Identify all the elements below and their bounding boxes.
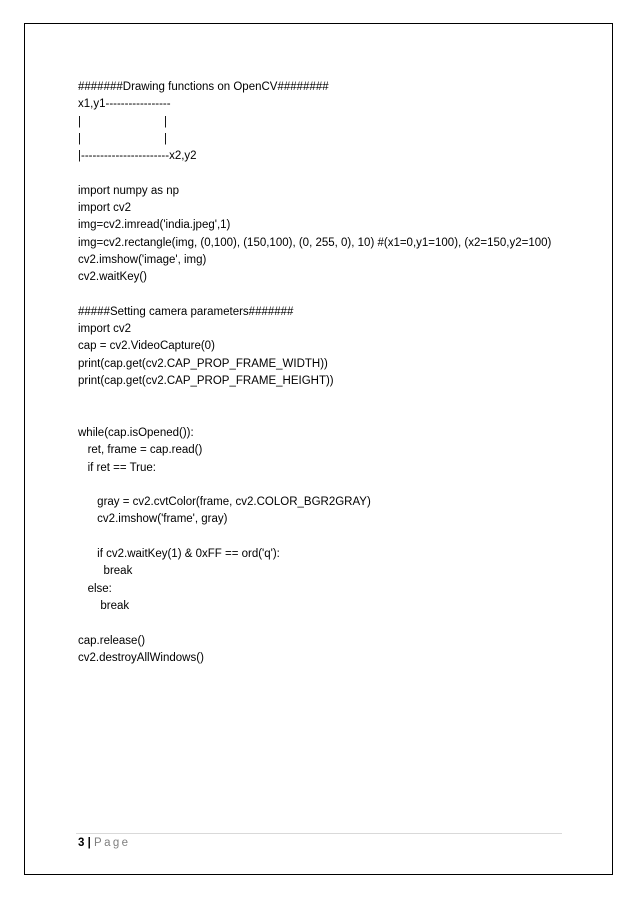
- blank-line: [78, 529, 578, 546]
- footer-divider: [76, 833, 562, 834]
- blank-line: [78, 615, 578, 632]
- text-line: import cv2: [78, 202, 132, 215]
- text-line: img=cv2.rectangle(img, (0,100), (150,100), (0, 255, 0), 10) #(x1=0,y1=100), (x2=150,y2=100): [78, 236, 552, 249]
- text-line: import numpy as np: [78, 184, 179, 197]
- text-line: break: [78, 599, 130, 612]
- text-line: print(cap.get(cv2.CAP_PROP_FRAME_WIDTH)): [78, 357, 328, 370]
- text-line: while(cap.isOpened()):: [78, 426, 194, 439]
- text-line: img=cv2.imread('india.jpeg',1): [78, 219, 231, 232]
- text-line: | |: [78, 115, 168, 128]
- blank-line: [78, 408, 578, 425]
- text-line: if ret == True:: [78, 461, 156, 474]
- text-line: cap = cv2.VideoCapture(0): [78, 340, 215, 353]
- text-line: cv2.imshow('frame', gray): [78, 513, 228, 526]
- text-line: #######Drawing functions on OpenCV########: [78, 81, 329, 93]
- page-label: Page: [94, 837, 131, 849]
- text-line: ret, frame = cap.read(): [78, 444, 203, 457]
- text-line: cv2.imshow('image', img): [78, 253, 207, 266]
- text-line: | |: [78, 132, 168, 145]
- document-body: [78, 79, 578, 667]
- text-line: if cv2.waitKey(1) & 0xFF == ord('q'):: [78, 548, 280, 561]
- page-number: 3: [78, 837, 85, 849]
- footer-separator: |: [84, 837, 95, 849]
- text-line: x1,y1-----------------: [78, 98, 171, 111]
- text-line: print(cap.get(cv2.CAP_PROP_FRAME_HEIGHT)): [78, 375, 334, 388]
- text-line: gray = cv2.cvtColor(frame, cv2.COLOR_BGR2GRAY): [78, 496, 371, 509]
- text-line: import cv2: [78, 323, 132, 336]
- text-line: #####Setting camera parameters#######: [78, 305, 294, 318]
- text-line: cv2.waitKey(): [78, 271, 148, 284]
- page-footer: [78, 836, 130, 851]
- text-line: |-----------------------x2,y2: [78, 150, 197, 163]
- text-line: cap.release(): [78, 634, 146, 647]
- text-line: cv2.destroyAllWindows(): [78, 651, 204, 664]
- blank-line: [78, 165, 578, 182]
- text-line: break: [78, 565, 133, 578]
- blank-line: [78, 477, 578, 494]
- blank-line: [78, 287, 578, 304]
- text-line: else:: [78, 582, 112, 595]
- blank-line: [78, 390, 578, 407]
